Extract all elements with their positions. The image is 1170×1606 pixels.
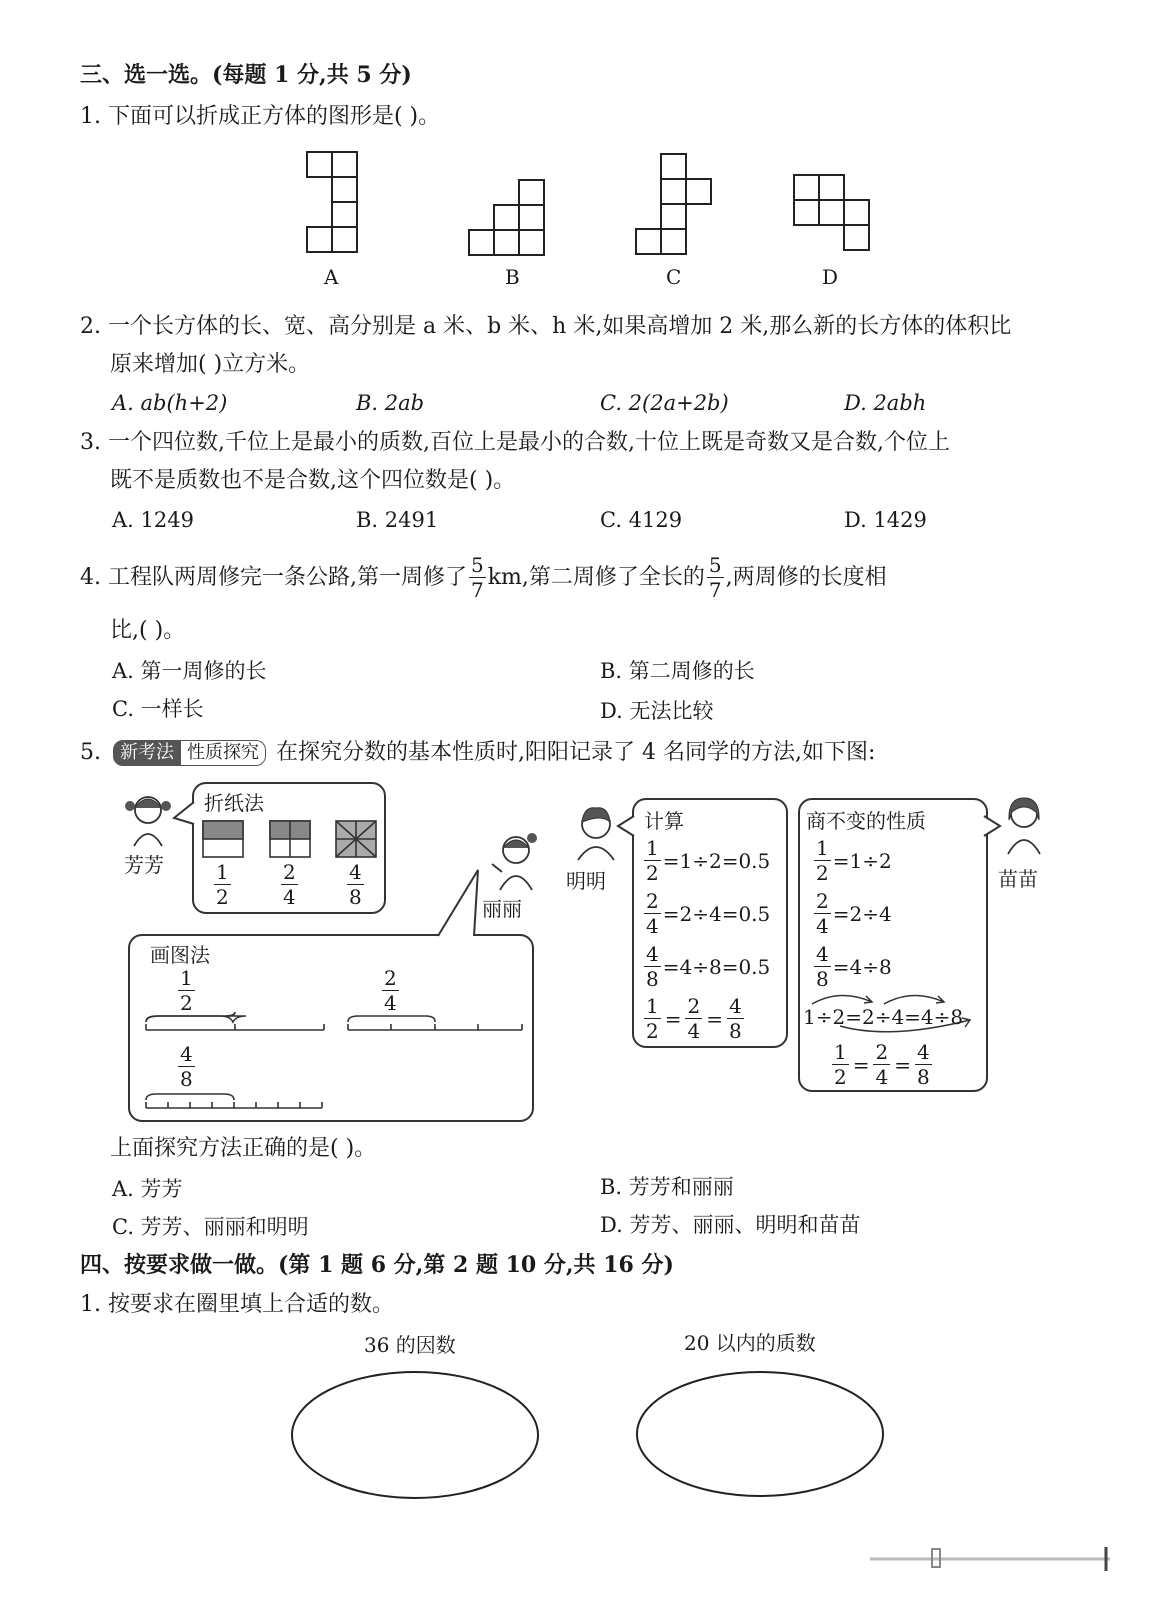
lili-frac-2: $\frac{2}{4}$ [384, 966, 397, 1015]
q4-option-c: C. 一样长 [112, 697, 204, 721]
q5-number: 5. [80, 740, 101, 765]
miaomiao-row-3: $\frac{4}{8}$ =4÷8 [816, 942, 892, 991]
q3-line1: 3. 一个四位数,千位上是最小的质数,百位上是最小的合数,十位上既是奇数又是合数,个位上 [80, 430, 950, 455]
mingming-name: 明明 [566, 869, 606, 893]
mingming-row-3: $\frac{4}{8}$ =4÷8=0.5 [646, 942, 771, 991]
net-label-d: D [822, 265, 839, 289]
property-tag: 性质探究 [181, 740, 266, 766]
lili-avatar [486, 828, 546, 890]
section4-heading: 四、按要求做一做。(第 1 题 6 分,第 2 题 10 分,共 16 分) [80, 1252, 674, 1278]
q2-option-d: D. 2abh [844, 391, 927, 415]
q2-line2: 原来增加( )立方米。 [110, 352, 311, 377]
miaomiao-row-1: $\frac{1}{2}$ =1÷2 [816, 836, 892, 885]
mingming-title: 计算 [644, 809, 684, 833]
q3-option-a: A. 1249 [112, 508, 194, 532]
fangfang-frac-3: $\frac{4}{8}$ [349, 860, 362, 909]
new-method-tag: 新考法 [113, 740, 181, 766]
net-c-shape [636, 154, 711, 254]
q4-option-b: B. 第二周修的长 [600, 659, 755, 683]
ellipse-factors-36 [292, 1372, 538, 1498]
net-a-shape [307, 152, 357, 252]
net-label-c: C [666, 265, 682, 289]
q4-part2: km,第二周修了全长的 [487, 564, 705, 590]
q3-option-c: C. 4129 [600, 508, 683, 532]
miaomiao-equality: $\frac{1}{2}$ = $\frac{2}{4}$ = $\frac{4}{8}$ [834, 1040, 930, 1089]
q5-option-d: D. 芳芳、丽丽、明明和苗苗 [600, 1213, 861, 1237]
answer-ellipses [0, 1360, 1170, 1520]
miaomiao-title: 商不变的性质 [806, 809, 926, 833]
q2-option-b: B. 2ab [356, 391, 425, 415]
number-line-drawings [140, 1010, 540, 1150]
ellipse-label-factors-36: 36 的因数 [364, 1333, 456, 1357]
q4-fraction-1: $\frac{5}{7}$ [470, 553, 484, 602]
q1-text: 1. 下面可以折成正方体的图形是( )。 [80, 104, 441, 129]
cube-nets-figure [0, 0, 1170, 300]
q4-part3: ,两周修的长度相 [725, 564, 887, 590]
miaomiao-chain: 1÷2=2÷4=4÷8 [803, 1005, 964, 1029]
q3-line2: 既不是质数也不是合数,这个四位数是( )。 [110, 468, 516, 493]
q2-line1: 2. 一个长方体的长、宽、高分别是 a 米、b 米、h 米,如果高增加 2 米,那么新的长方体的体积比 [80, 314, 1012, 339]
fangfang-name: 芳芳 [124, 853, 164, 877]
mingming-equality: $\frac{1}{2}$ = $\frac{2}{4}$ = $\frac{4}{8}$ [646, 994, 742, 1043]
lili-title: 画图法 [150, 943, 210, 967]
fangfang-frac-2: $\frac{2}{4}$ [283, 860, 296, 909]
net-b-shape [469, 180, 544, 255]
folded-paper-figures [200, 820, 380, 860]
q4-part1: 4. 工程队两周修完一条公路,第一周修了 [80, 564, 467, 590]
q4-option-d: D. 无法比较 [600, 699, 714, 723]
ellipse-label-primes-20: 20 以内的质数 [684, 1331, 816, 1355]
section3-heading: 三、选一选。(每题 1 分,共 5 分) [80, 62, 412, 88]
net-d-shape [794, 175, 869, 250]
lili-frac-1: $\frac{1}{2}$ [180, 966, 193, 1015]
fangfang-avatar [118, 786, 178, 846]
q4-line1 [80, 555, 887, 600]
q3-option-b: B. 2491 [356, 508, 439, 532]
q2-option-a: A. ab(h+2) [112, 391, 228, 415]
q5-option-a: A. 芳芳 [112, 1177, 183, 1201]
miaomiao-row-2: $\frac{2}{4}$ =2÷4 [816, 889, 892, 938]
q5-question: 上面探究方法正确的是( )。 [110, 1136, 377, 1161]
fangfang-title: 折纸法 [204, 791, 264, 815]
q4-option-a: A. 第一周修的长 [112, 659, 267, 683]
scan-edge-decoration [870, 1545, 1130, 1575]
ellipse-primes-20 [637, 1372, 883, 1496]
q2-option-c: C. 2(2a+2b) [600, 391, 729, 415]
lili-frac-3: $\frac{4}{8}$ [180, 1042, 193, 1091]
mingming-bubble-tail [616, 814, 636, 844]
lili-name: 丽丽 [482, 897, 522, 921]
lili-bubble-tail [428, 868, 488, 938]
fangfang-frac-1: $\frac{1}{2}$ [216, 860, 229, 909]
q4-fraction-2: $\frac{5}{7}$ [708, 553, 722, 602]
q5-option-b: B. 芳芳和丽丽 [600, 1175, 734, 1199]
q3-option-d: D. 1429 [844, 508, 927, 532]
fangfang-bubble-tail [172, 800, 202, 830]
net-label-a: A [324, 265, 339, 289]
s4-q1-text: 1. 按要求在圈里填上合适的数。 [80, 1292, 394, 1317]
q5-option-c: C. 芳芳、丽丽和明明 [112, 1215, 309, 1239]
net-label-b: B [505, 265, 520, 289]
mingming-row-2: $\frac{2}{4}$ =2÷4=0.5 [646, 889, 771, 938]
miaomiao-name: 苗苗 [998, 867, 1038, 891]
q4-line2: 比,( )。 [110, 618, 186, 643]
mingming-row-1: $\frac{1}{2}$ =1÷2=0.5 [646, 836, 771, 885]
q5-line1 [80, 738, 875, 768]
miaomiao-avatar [994, 790, 1054, 854]
q5-text: 在探究分数的基本性质时,阳阳记录了 4 名同学的方法,如下图: [276, 740, 876, 765]
